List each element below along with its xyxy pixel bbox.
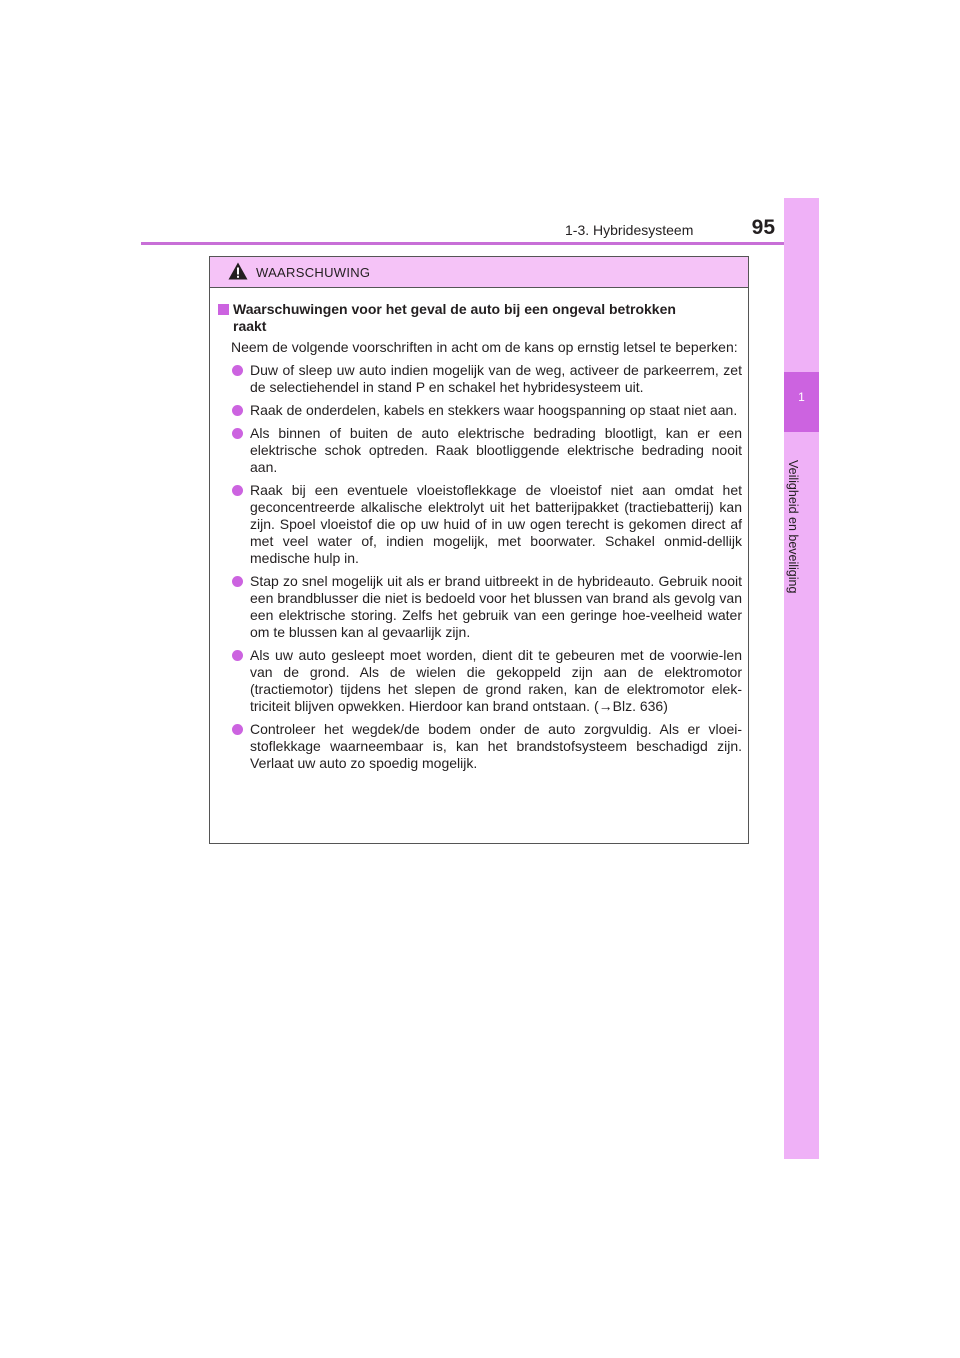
bullet-dot-icon <box>232 405 243 416</box>
list-item <box>218 425 742 476</box>
list-item-text: Raak bij een eventuele vloeistoflekkage de vloeistof niet aan omdat het geconcentreerde alkalische elektrolyt uit het batterijpakket (tractiebatterij) kan zijn. Spoel vloeistof die op uw huid of in uw ogen terecht is gekomen direct af met veel water of, indien mogelijk, met boorwater. Schakel onmid-dellijk medische hulp in. <box>250 482 742 566</box>
warning-body <box>210 288 748 772</box>
warning-heading-text: Waarschuwingen voor het geval de auto bij een ongeval betrokken raakt <box>233 301 676 334</box>
warning-label: WAARSCHUWING <box>256 265 371 280</box>
list-item <box>218 402 742 419</box>
bullet-dot-icon <box>232 576 243 587</box>
bullet-dot-icon <box>232 485 243 496</box>
list-item <box>218 482 742 567</box>
chapter-title: Veiligheid en beveiliging <box>786 460 800 594</box>
list-item-text: Stap zo snel mogelijk uit als er brand uitbreekt in de hybrideauto. Gebruik nooit een brandblusser die niet is bedoeld voor het blussen van brand als gevolg van een elektrische storing. Zelfs het gebruik van een geringe hoe-veelheid water om te blussen kan al gevaarlijk zijn. <box>250 573 742 640</box>
warning-box <box>209 256 749 844</box>
chapter-side-tab <box>784 198 819 1159</box>
bullet-dot-icon <box>232 365 243 376</box>
header-rule <box>141 242 819 245</box>
list-item <box>218 362 742 396</box>
warning-triangle-icon <box>228 262 248 280</box>
bullet-dot-icon <box>232 428 243 439</box>
list-item-text: Raak de onderdelen, kabels en stekkers waar hoogspanning op staat niet aan. <box>250 402 738 418</box>
square-bullet-icon <box>218 304 229 315</box>
list-item <box>218 647 742 715</box>
list-item-text: Als uw auto gesleept moet worden, dient dit te gebeuren met de voorwie-len van de grond. Als de wielen die gekoppeld zijn aan de elektromotor (tractiemotor) tijdens het slepen de grond raken, kan de elektromotor elek-triciteit blijven opwekken. Hierdoor kan brand ontstaan. (→Blz. 636) <box>250 647 742 714</box>
page-number: 95 <box>751 216 775 239</box>
warning-header <box>210 257 748 288</box>
list-item <box>218 721 742 772</box>
warning-heading <box>218 301 742 335</box>
section-title: 1-3. Hybridesysteem <box>565 222 694 238</box>
list-item-text: Duw of sleep uw auto indien mogelijk van de weg, activeer de parkeerrem, zet de selectiehendel in stand P en schakel het hybridesysteem uit. <box>250 362 742 395</box>
chapter-number: 1 <box>798 390 805 404</box>
list-item <box>218 573 742 641</box>
list-item-text: Als binnen of buiten de auto elektrische bedrading blootligt, kan er een elektrische schok optreden. Raak blootliggende elektrische bedrading nooit aan. <box>250 425 742 475</box>
bullet-dot-icon <box>232 650 243 661</box>
bullet-dot-icon <box>232 724 243 735</box>
warning-intro: Neem de volgende voorschriften in acht om de kans op ernstig letsel te beperken: <box>231 339 738 355</box>
list-item-text: Controleer het wegdek/de bodem onder de auto zorgvuldig. Als er vloei-stoflekkage waarneembaar is, kan het brandstofsysteem beschadigd zijn. Verlaat uw auto zo spoedig mogelijk. <box>250 721 742 771</box>
